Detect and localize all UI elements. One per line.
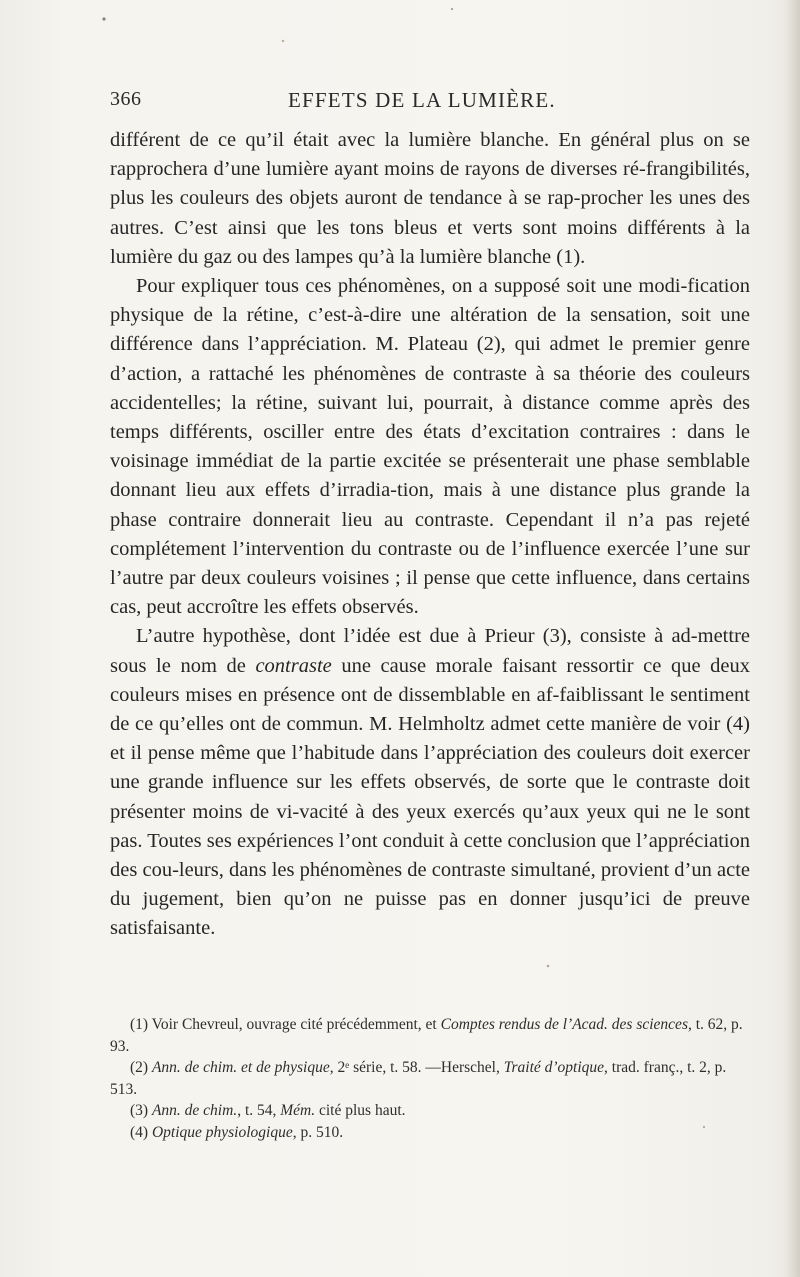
text-run: , trad. franç., t. 2, p. 513. [110, 1059, 727, 1098]
italic-text: Traité d’optique [503, 1059, 605, 1076]
text-run: différent de ce qu’il était avec la lumière blanche. En général plus on se rapprochera d’une lumière ayant moins de rayons de diverses ré-frangibilités, plus les couleurs des objets auront de tendance à se rap-procher les unes des autres. C’est ainsi que les tons bleus et verts sont moins différents à la lumière du gaz ou des lampes qu’à la lumière blanche (1). [110, 129, 750, 268]
italic-text: Comptes rendus de l’Acad. des sciences [440, 1016, 688, 1033]
text-run: , t. 54, [237, 1102, 281, 1119]
text-run: , p. 510. [292, 1123, 344, 1141]
italic-text: Ann. de chim. et de physique [151, 1059, 330, 1076]
footnote [110, 1122, 750, 1144]
italic-text: Mém. [280, 1102, 316, 1119]
running-title: EFFETS DE LA LUMIÈRE. [288, 88, 556, 112]
page-number: 366 [110, 88, 142, 110]
text-run: une cause morale faisant ressortir ce que deux couleurs mises en présence ont de dissemblable en af-faiblissant le sentiment de ce qu’elles ont de commun. M. Helmholtz admet cette manière de voir (4) et il pense même que l’habitude dans l’appréciation des couleurs doit exercer une grande influence sur les effets observés, de sorte que le contraste doit présenter moins de vi-vacité à des yeux exercés qu’aux yeux qui ne le sont pas. Toutes ses expériences l’ont conduit à cette conclusion que l’appréciation des cou-leurs, dans les phénomènes de contraste simultané, provient d’un acte du jugement, bien qu’on ne puisse pas en donner jusqu’ici de preuve satisfaisante. [110, 654, 750, 940]
paragraph [110, 272, 750, 622]
text-run: Pour expliquer tous ces phénomènes, on a supposé soit une modi-fication physique de la rétine, c’est-à-dire une altération de la sensation, soit une différence dans l’appréciation. M. Plateau (2), qui admet le premier genre d’action, a rattaché les phénomènes de contraste à sa théorie des couleurs accidentelles; la rétine, suivant lui, pourrait, à distance comme après des temps différents, osciller entre des états d’excitation contraires : dans le voisinage immédiat de la partie excitée se présenterait une phase semblable donnant lieu aux effets d’irradia-tion, mais à une distance plus grande la phase contraire donnerait lieu au contraste. Cependant il n’a pas rejeté complétement l’intervention du contraste ou de l’influence exercée l’une sur l’autre par deux couleurs voisines ; il pense que cette influence, dans certains cas, peut accroître les effets observés. [110, 275, 750, 619]
italic-text: contraste [255, 654, 332, 677]
paragraph [110, 622, 750, 943]
text-run: (1) Voir Chevreul, ouvrage cité précédemment, et [130, 1016, 441, 1033]
text-run: (3) [130, 1102, 152, 1119]
page-gutter-shadow [786, 0, 800, 1277]
italic-text: Optique physiologique [151, 1123, 293, 1141]
text-run: L’autre hypothèse, dont l’idée est due à Prieur (3), consiste à ad-mettre sous le nom de [110, 625, 750, 677]
footnote [110, 1100, 750, 1122]
paragraph [110, 126, 750, 272]
text-run: , t. 62, p. 93. [110, 1016, 743, 1055]
text-run: (4) [130, 1123, 152, 1141]
paper-speck [282, 40, 284, 42]
text-run: , 2ᵉ série, t. 58. —Herschel, [329, 1059, 504, 1076]
body-text [110, 126, 750, 944]
paper-speck [102, 17, 105, 20]
page-header [110, 88, 750, 118]
paper-speck [547, 965, 550, 968]
italic-text: Ann. de chim. [151, 1102, 238, 1119]
paper-speck [451, 8, 453, 10]
text-run: (2) [130, 1059, 152, 1076]
footnote [110, 1057, 750, 1100]
footnotes [110, 1014, 750, 1143]
footnote [110, 1014, 750, 1057]
text-run: cité plus haut. [315, 1102, 406, 1119]
